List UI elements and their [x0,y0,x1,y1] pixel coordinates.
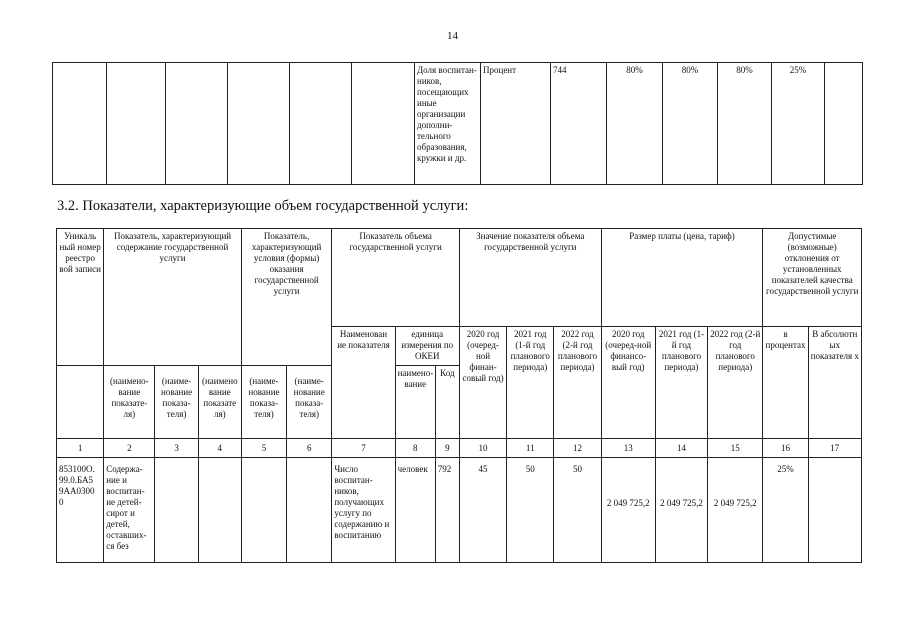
value-2021-cell: 80% [663,63,718,185]
table-row [57,458,862,563]
allowed-deviation-header: Допустимые (возможные) отклонения от установленных показателей качества государственной услуги [763,229,862,327]
year-2020-header: 2020 год (очеред-ной финан-совый год) [459,327,506,439]
empty-cell [53,63,107,185]
empty-cell [228,63,290,185]
unique-number-header: Уникаль ный номер реестро вой записи [57,229,104,366]
empty-cell [57,366,104,439]
table-row [53,63,863,185]
column-number: 4 [198,439,241,458]
fee-2021-header: 2021 год (1-й год планового периода) [655,327,707,439]
year-2022-header: 2022 год (2-й год планового периода) [554,327,601,439]
unit-name-header: наимено-вание [395,366,435,439]
value-2021-cell: 50 [507,458,554,563]
subheader-cell: (наимено вание показате ля) [198,366,241,439]
year-2021-header: 2021 год (1-й год планового периода) [507,327,554,439]
volume-indicator-name-header: Наименован ие показателя [332,327,395,439]
column-number: 16 [763,439,808,458]
table-row [57,229,862,327]
value-2022-cell: 80% [718,63,772,185]
volume-value-header: Значение показателя объема государственной услуги [459,229,601,327]
column-number: 7 [332,439,395,458]
indicator-name-cell: Число воспитан-ников, получающих услугу по содержанию и воспитанию [332,458,395,563]
empty-cell [166,63,228,185]
value-2020-cell: 80% [607,63,663,185]
column-number: 11 [507,439,554,458]
unique-number-cell: 853100О. 99.0.БА5 9АА0300 0 [57,458,104,563]
fee-2020-header: 2020 год (очеред-ной финансо-вый год) [601,327,655,439]
subheader-cell: (наиме-нование показа-теля) [241,366,286,439]
column-number: 1 [57,439,104,458]
volume-indicators-table [56,228,862,563]
fee-header: Размер платы (цена, тариф) [601,229,763,327]
content-indicator-header: Показатель, характеризующий содержание государственной услуги [104,229,242,366]
unit-okei-header: единица измерения по ОКЕИ [395,327,459,366]
deviation-cell: 25% [772,63,825,185]
value-2020-cell: 45 [459,458,506,563]
column-number: 14 [655,439,707,458]
conditions-indicator-header: Показатель, характеризующий условия (формы) оказания государственной услуги [241,229,331,366]
deviation-percent-header: в процентах [763,327,808,439]
page-number: 14 [447,30,458,42]
column-number: 10 [459,439,506,458]
column-number: 2 [104,439,155,458]
unit-code-header: Код [435,366,459,439]
column-number: 3 [155,439,198,458]
column-number-row [57,439,862,458]
empty-cell [155,458,198,563]
column-number: 6 [287,439,332,458]
column-number: 13 [601,439,655,458]
unit-name-cell: Процент [481,63,551,185]
unit-code-cell: 744 [551,63,607,185]
subheader-cell: (наиме-нование показа-теля) [155,366,198,439]
deviation-absolute-header: В абсолютн ых показателя х [808,327,861,439]
column-number: 5 [241,439,286,458]
deviation-percent-cell: 25% [763,458,808,563]
volume-indicator-header: Показатель объема государственной услуги [332,229,460,327]
value-2022-cell: 50 [554,458,601,563]
column-number: 9 [435,439,459,458]
empty-cell [287,458,332,563]
empty-cell [352,63,415,185]
subheader-cell: (наиме-нование показа-теля) [287,366,332,439]
column-number: 15 [708,439,763,458]
column-number: 8 [395,439,435,458]
subheader-cell: (наимено-вание показате-ля) [104,366,155,439]
fee-2021-cell: 2 049 725,2 [655,458,707,563]
empty-cell [241,458,286,563]
empty-cell [107,63,166,185]
content-cell: Содержа-ние и воспитан-ие детей-сирот и детей, оставших-ся без [104,458,155,563]
fee-2020-cell: 2 049 725,2 [601,458,655,563]
column-number: 17 [808,439,861,458]
fee-2022-header: 2022 год (2-й год планового периода) [708,327,763,439]
indicator-name-cell: Доля воспитан-ников, посещающих иные организации дополни-тельного образования, кружки и др. [415,63,481,185]
empty-cell [825,63,863,185]
fee-2022-cell: 2 049 725,2 [708,458,763,563]
empty-cell [808,458,861,563]
unit-name-cell: человек [395,458,435,563]
empty-cell [198,458,241,563]
empty-cell [290,63,352,185]
column-number: 12 [554,439,601,458]
section-title: 3.2. Показатели, характеризующие объем государственной услуги: [57,198,469,214]
quality-indicators-continuation-table [52,62,863,185]
unit-code-cell: 792 [435,458,459,563]
